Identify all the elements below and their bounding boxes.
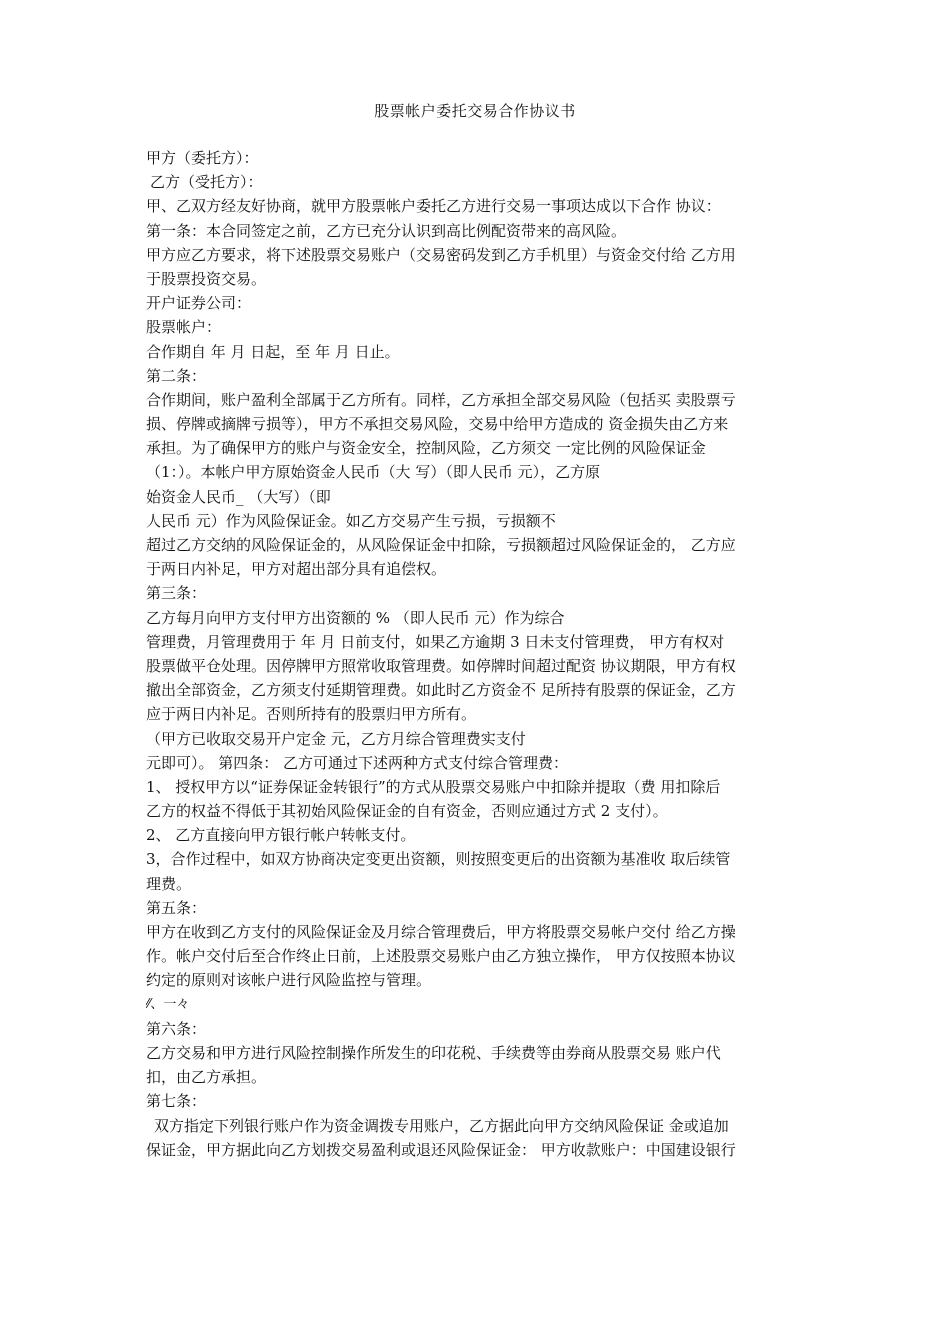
paragraph-line: 损、停牌或摘牌亏损等），甲方不承担交易风险，交易中给甲方造成的 资金损失由乙方来: [146, 415, 729, 434]
paragraph-line: 甲方应乙方要求，将下述股票交易账户（交易密码发到乙方手机里）与资金交付给 乙方用: [146, 245, 736, 264]
paragraph-line: 承担。为了确保甲方的账户与资金安全，控制风险，乙方须交 一定比例的风险保证金: [146, 439, 706, 458]
paragraph-line: （甲方已收取交易开户定金 元，乙方月综合管理费实支付: [146, 729, 526, 748]
article-1-line: 第一条：本合同签定之前，乙方已充分认识到高比例配资带来的高风险。: [146, 221, 627, 240]
paragraph-line: 超过乙方交纳的风险保证金的，从风险保证金中扣除，亏损额超过风险保证金的， 乙方应: [146, 536, 736, 554]
paragraph-line: 双方指定下列银行账户作为资金调拨专用账户，乙方据此向甲方交纳风险保证 金或追加: [154, 1116, 729, 1135]
paragraph-line: 于两日内补足，甲方对超出部分具有追偿权。: [146, 560, 447, 579]
party-a-line: 甲方（委托方）：: [146, 149, 259, 167]
list-item: 1、 授权甲方以“证券保证金转银行”的方式从股票交易账户中扣除并提取（费 用扣除后: [146, 777, 721, 796]
paragraph-line: 合作期间，账户盈利全部属于乙方所有。同样，乙方承担全部交易风险（包括买 卖股票亏: [146, 390, 736, 409]
article-6-heading: 第六条：: [146, 1019, 207, 1038]
paragraph-line: 股票做平仓处理。因停牌甲方照常收取管理费。如停牌时间超过配资 协议期限，甲方有权: [146, 656, 736, 675]
list-item: 3，合作过程中，如双方协商决定变更出资额，则按照变更后的出资额为基准收 取后续管: [146, 850, 731, 869]
paragraph-line: 保证金，甲方据此向乙方划拨交易盈利或退还风险保证金： 甲方收款账户：中国建设银行: [146, 1140, 736, 1159]
paragraph-line: 应于两日内补足。否则所持有的股票归甲方所有。: [146, 705, 477, 724]
cooperation-period-line: 合作期自 年 月 日起，至 年 月 日止。: [146, 342, 400, 361]
document-title: 股票帐户委托交易合作协议书: [374, 102, 576, 120]
paragraph-line: 约定的原则对该帐户进行风险监控与管理。: [146, 971, 432, 990]
paragraph-line: 扣，由乙方承担。: [146, 1068, 267, 1087]
securities-company-line: 开户证券公司：: [146, 294, 252, 313]
paragraph-line: 作。帐户交付后至合作终止日前，上述股票交易账户由乙方独立操作， 甲方仅按照本协议: [146, 947, 736, 966]
article-4-line: 元即可）。 第四条： 乙方可通过下述两种方式支付综合管理费：: [146, 753, 569, 772]
paragraph-line: 始资金人民币_ （大写）（即: [146, 487, 331, 506]
document-body: [146, 146, 818, 1162]
paragraph-line: 人民币 元）作为风险保证金。如乙方交易产生亏损，亏损额不: [146, 511, 556, 530]
article-2-heading: 第二条：: [146, 366, 207, 385]
list-item: 2、 乙方直接向甲方银行帐户转帐支付。: [146, 826, 416, 845]
list-item: 理费。: [146, 874, 192, 893]
paragraph-line: 甲、乙双方经友好协商，就甲方股票帐户委托乙方进行交易一事项达成以下合作 协议：: [146, 197, 721, 216]
list-item: 乙方的权益不得低于其初始风险保证金的自有资金，否则应通过方式 2 支付）。: [146, 802, 668, 821]
paragraph-line: 管理费，月管理费用于 年 月 日前支付，如果乙方逾期 3 日未支付管理费， 甲方有权对: [146, 632, 725, 651]
paragraph-line: 乙方每月向甲方支付甲方出资额的 % （即人民币 元）作为综合: [146, 608, 565, 627]
stock-account-line: 股票帐户：: [146, 318, 222, 337]
article-7-heading: 第七条：: [146, 1092, 207, 1111]
paragraph-line: 乙方交易和甲方进行风险控制操作所发生的印花税、手续费等由券商从股票交易 账户代: [146, 1043, 721, 1062]
paragraph-line: 于股票投资交易。: [146, 269, 267, 288]
paragraph-line: 撤出全部资金，乙方须支付延期管理费。如此时乙方资金不 足所持有股票的保证金，乙方: [146, 681, 736, 700]
party-b-line: 乙方（受托方）：: [150, 173, 263, 192]
stray-mark: ⁄⁄、一々: [146, 996, 190, 1012]
article-3-heading: 第三条：: [146, 584, 207, 603]
paragraph-line: 甲方在收到乙方支付的风险保证金及月综合管理费后，甲方将股票交易帐户交付 给乙方操: [146, 923, 736, 941]
article-5-heading: 第五条：: [146, 898, 207, 917]
paragraph-line: （1：）。本帐户甲方原始资金人民币（大 写）（即人民币 元），乙方原: [146, 463, 601, 482]
